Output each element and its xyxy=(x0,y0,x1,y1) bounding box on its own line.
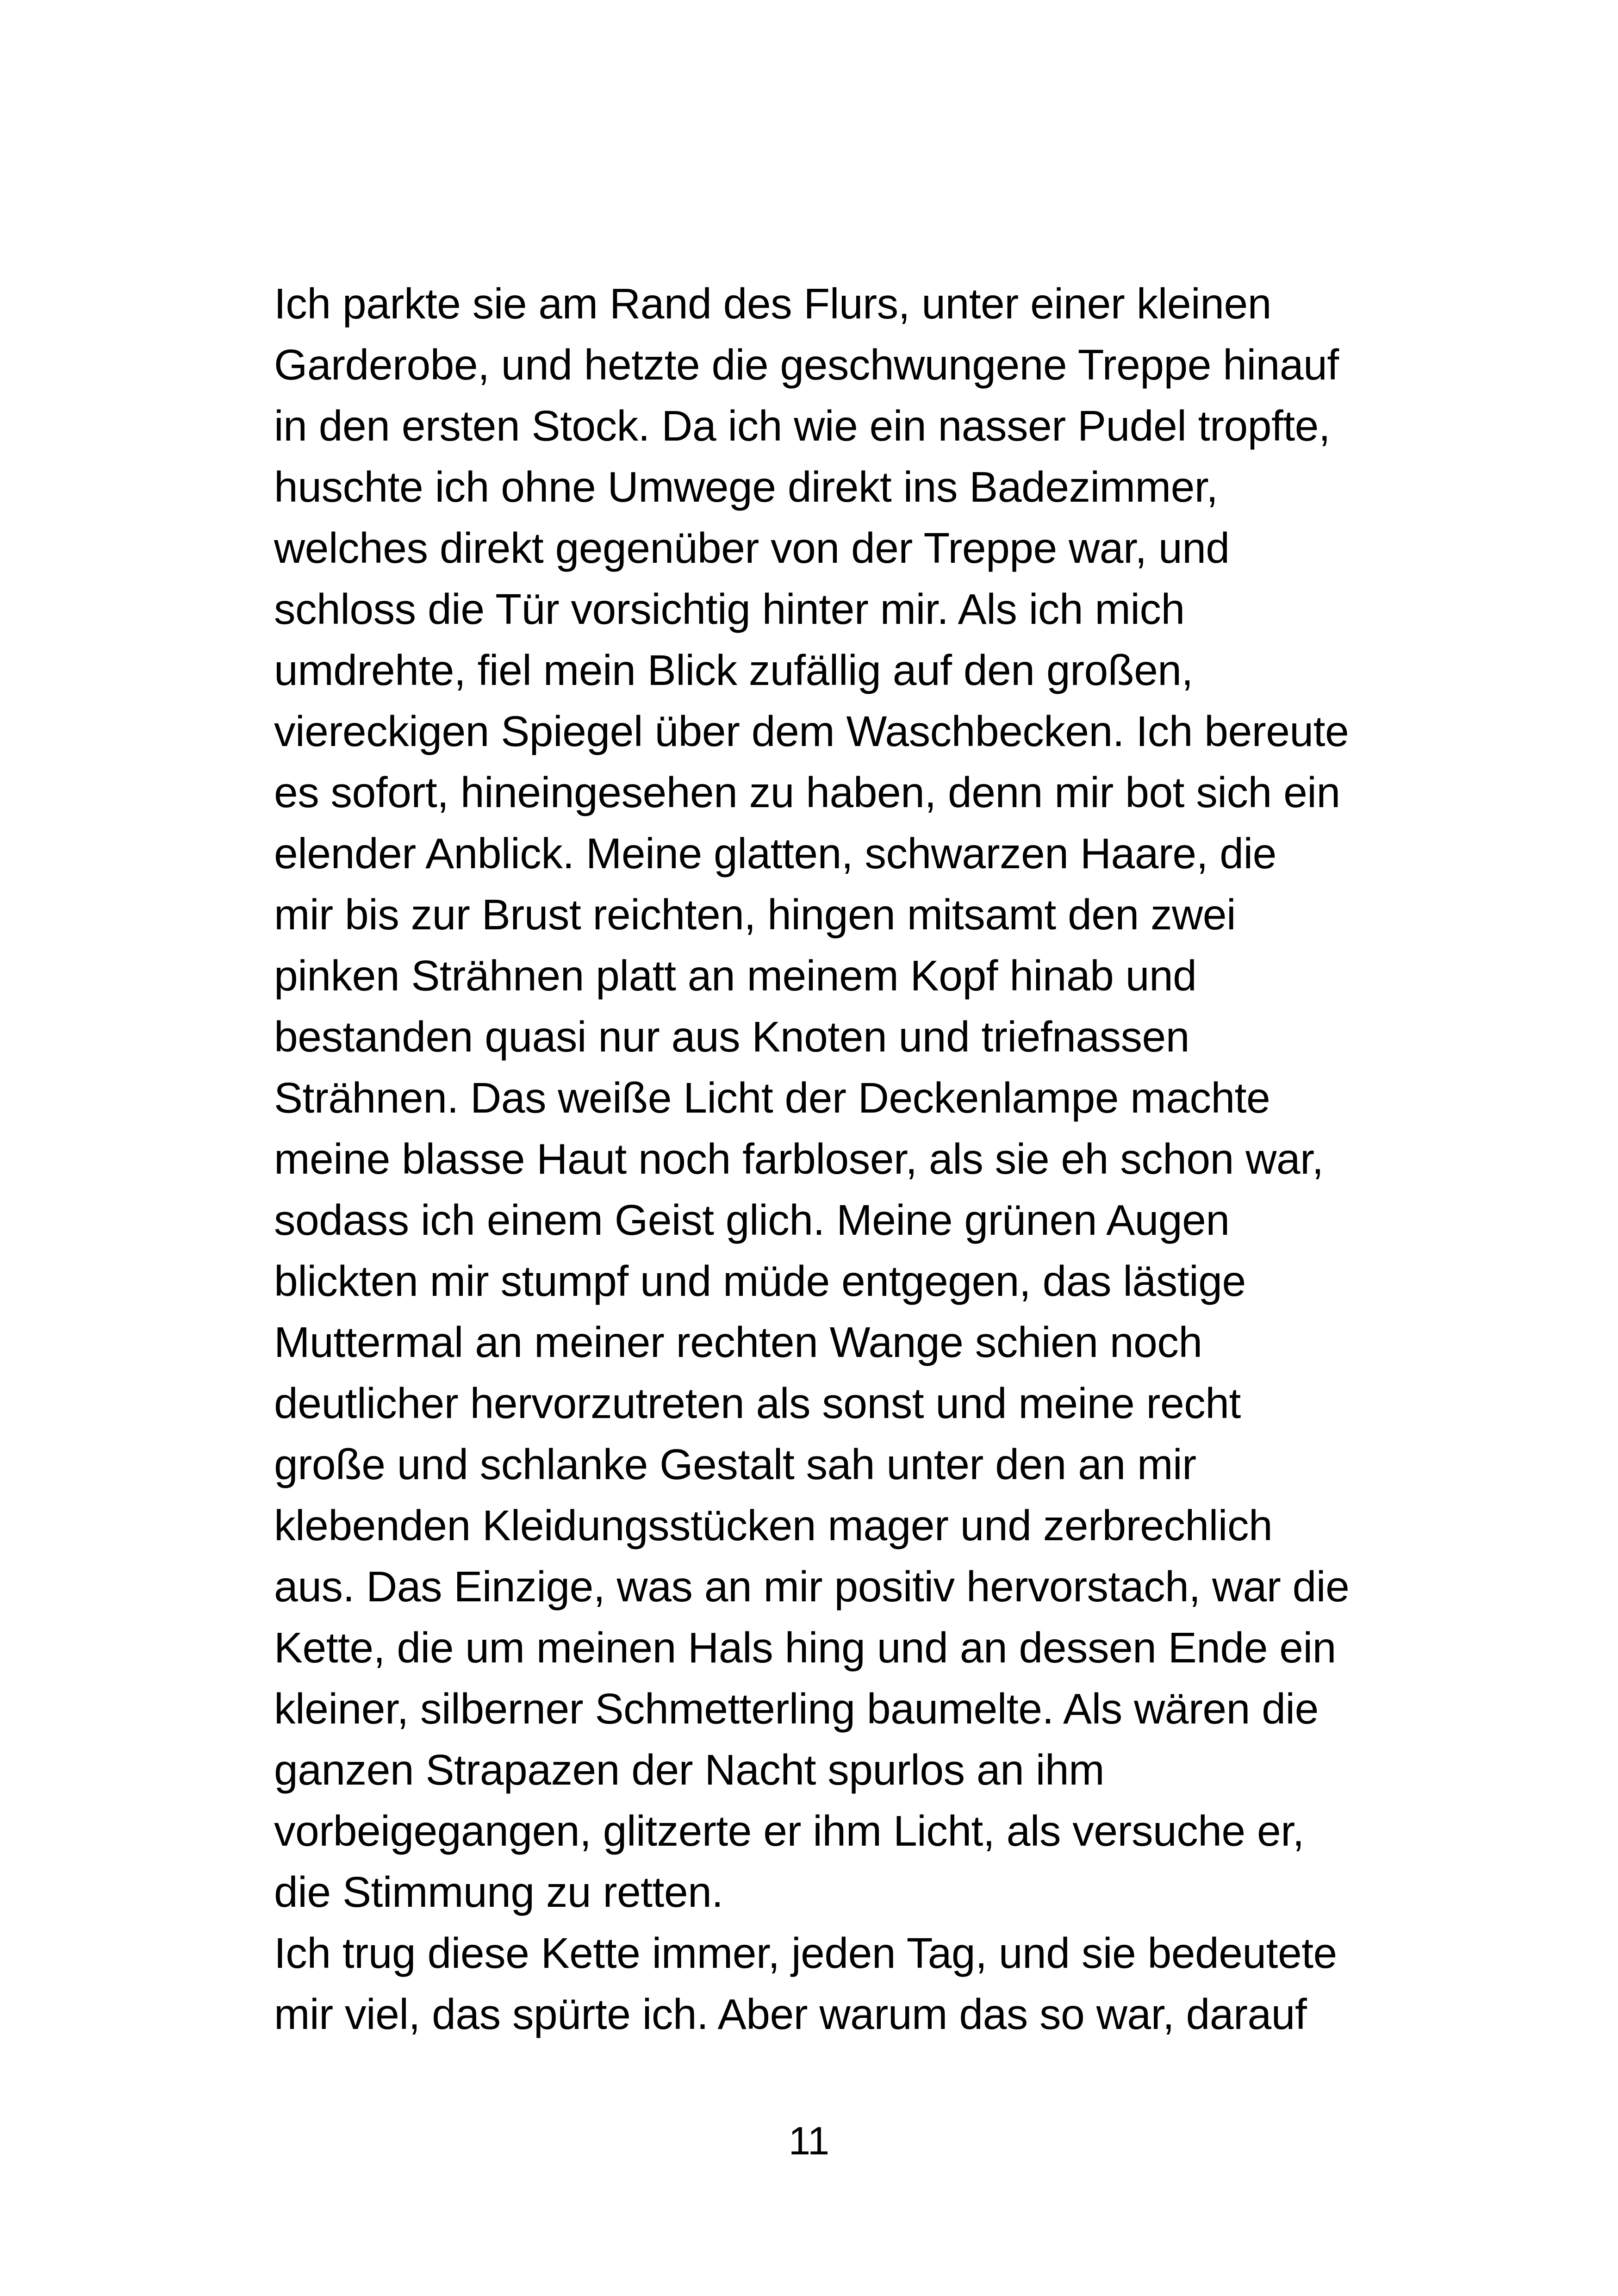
text-line: die Stimmung zu retten. xyxy=(274,1868,723,1916)
text-line: große und schlanke Gestalt sah unter den an mir xyxy=(274,1440,1196,1488)
text-line: Muttermal an meiner rechten Wange schien noch xyxy=(274,1318,1202,1366)
text-line: pinken Strähnen platt an meinem Kopf hinab und xyxy=(274,952,1197,1000)
text-line: schloss die Tür vorsichtig hinter mir. Als ich mich xyxy=(274,585,1185,633)
text-line: ganzen Strapazen der Nacht spurlos an ihm xyxy=(274,1746,1105,1794)
text-line: Kette, die um meinen Hals hing und an dessen Ende ein xyxy=(274,1624,1336,1672)
text-line: Garderobe, und hetzte die geschwungene Treppe hinauf xyxy=(274,341,1339,389)
text-line: huschte ich ohne Umwege direkt ins Badezimmer, xyxy=(274,463,1218,511)
text-line: Ich trug diese Kette immer, jeden Tag, und sie bedeutete xyxy=(274,1929,1337,1977)
text-line: in den ersten Stock. Da ich wie ein nasser Pudel tropfte, xyxy=(274,402,1331,450)
text-line: meine blasse Haut noch farbloser, als sie eh schon war, xyxy=(274,1135,1324,1183)
text-line: klebenden Kleidungsstücken mager und zerbrechlich xyxy=(274,1501,1273,1549)
text-line: aus. Das Einzige, was an mir positiv hervorstach, war die xyxy=(274,1562,1350,1611)
page-number: 11 xyxy=(788,2119,830,2163)
body-text xyxy=(274,273,1385,2045)
text-line: bestanden quasi nur aus Knoten und triefnassen xyxy=(274,1013,1189,1061)
text-line: Ich parkte sie am Rand des Flurs, unter einer kleinen xyxy=(274,280,1271,328)
text-line: es sofort, hineingesehen zu haben, denn mir bot sich ein xyxy=(274,768,1340,816)
text-line: blickten mir stumpf und müde entgegen, das lästige xyxy=(274,1257,1246,1305)
text-line: deutlicher hervorzutreten als sonst und meine recht xyxy=(274,1379,1241,1427)
text-line: sodass ich einem Geist glich. Meine grünen Augen xyxy=(274,1196,1230,1244)
text-line: umdrehte, fiel mein Blick zufällig auf den großen, xyxy=(274,646,1193,694)
text-line: Strähnen. Das weiße Licht der Deckenlampe machte xyxy=(274,1074,1270,1122)
text-line: mir bis zur Brust reichten, hingen mitsamt den zwei xyxy=(274,890,1236,939)
text-line: vorbeigegangen, glitzerte er ihm Licht, als versuche er, xyxy=(274,1807,1304,1855)
text-line: viereckigen Spiegel über dem Waschbecken. Ich bereute xyxy=(274,707,1349,755)
text-line: mir viel, das spürte ich. Aber warum das so war, darauf xyxy=(274,1990,1307,2038)
text-line: kleiner, silberner Schmetterling baumelte. Als wären die xyxy=(274,1685,1319,1733)
text-line: welches direkt gegenüber von der Treppe war, und xyxy=(274,524,1230,572)
text-line: elender Anblick. Meine glatten, schwarzen Haare, die xyxy=(274,829,1276,877)
